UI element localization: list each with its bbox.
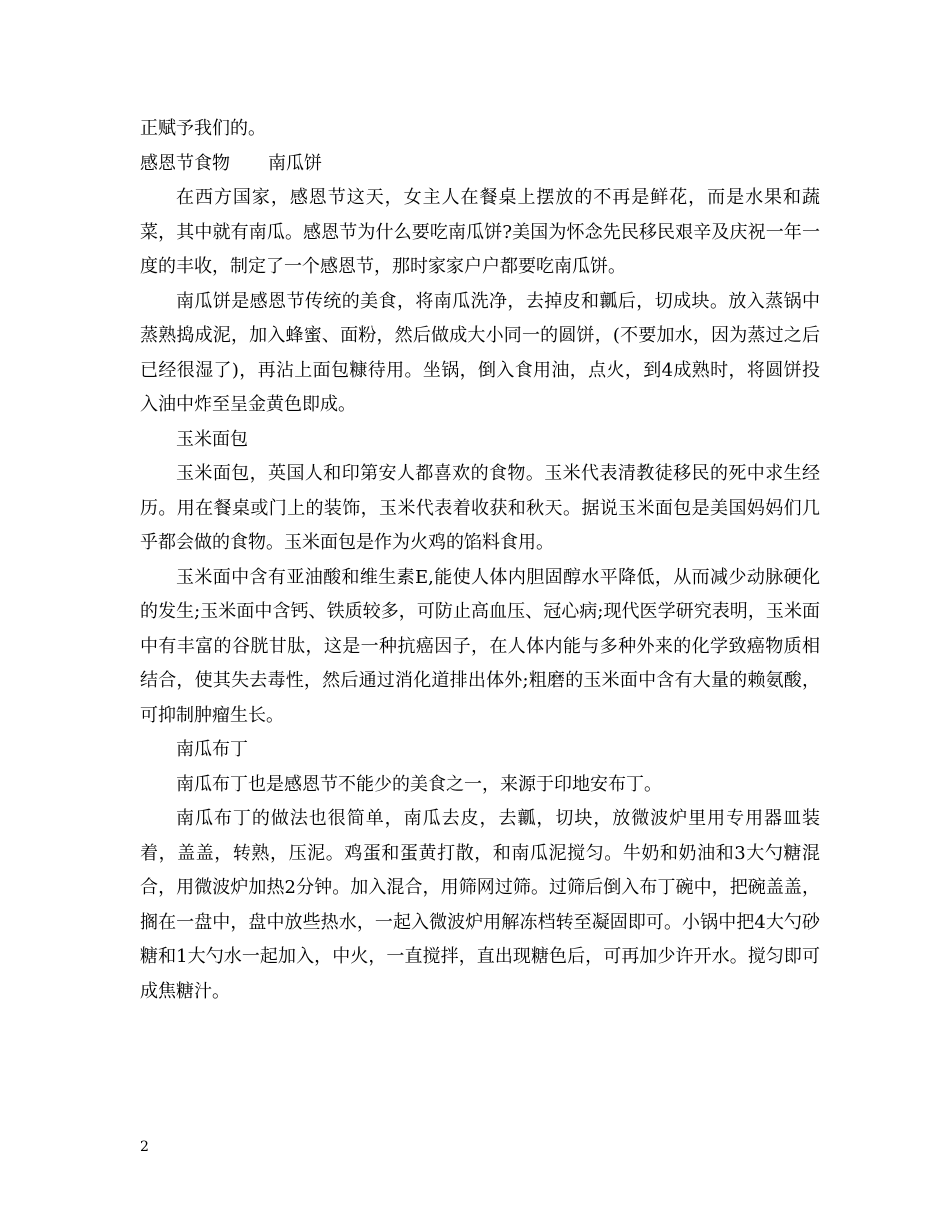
section-heading-pumpkin-pie <box>140 147 820 182</box>
page-number: 2 <box>140 1139 149 1155</box>
paragraph-cornmeal-nutrition: 玉米面中含有亚油酸和维生素E,能使人体内胆固醇水平降低，从而减少动脉硬化的发生;玉米面中含钙、铁质较多，可防止高血压、冠心病;现代医学研究表明，玉米面中有丰富的谷胱甘肽，这是一种抗癌因子，在人体内能与多种外来的化学致癌物质相结合，使其失去毒性，然后通过消化道排出体外;粗磨的玉米面中含有大量的赖氨酸，可抑制肿瘤生长。 <box>140 566 820 726</box>
paragraph-pumpkin-pie-intro: 在西方国家，感恩节这天，女主人在餐桌上摆放的不再是鲜花，而是水果和蔬菜，其中就有南瓜。感恩节为什么要吃南瓜饼?美国为怀念先民移民艰辛及庆祝一年一度的丰收，制定了一个感恩节，那时家家户户都要吃南瓜饼。 <box>140 187 820 277</box>
paragraph-pumpkin-pudding-intro: 南瓜布丁也是感恩节不能少的美食之一，来源于印地安布丁。 <box>176 773 662 795</box>
heading-category: 感恩节食物 <box>140 152 230 174</box>
section-heading-pumpkin-pudding: 南瓜布丁 <box>176 739 248 760</box>
paragraph-continuation: 正赋予我们的。 <box>140 118 266 139</box>
paragraph-pumpkin-pudding-recipe: 南瓜布丁的做法也很简单，南瓜去皮，去瓤，切块，放微波炉里用专用器皿装着，盖盖，转熟，压泥。鸡蛋和蛋黄打散，和南瓜泥搅匀。牛奶和奶油和3大勺糖混合，用微波炉加热2分钟。加入混合，用筛网过筛。过筛后倒入布丁碗中，把碗盖盖，搁在一盘中，盘中放些热水，一起入微波炉用解冻档转至凝固即可。小锅中把4大勺砂糖和1大勺水一起加入，中火，一直搅拌，直出现糖色后，可再加少许开水。搅匀即可成焦糖汁。 <box>140 808 820 1002</box>
section-heading-cornbread: 玉米面包 <box>176 428 248 450</box>
paragraph-cornbread-intro: 玉米面包，英国人和印第安人都喜欢的食物。玉米代表清教徒移民的死中求生经历。用在餐桌或门上的装饰，玉米代表着收获和秋天。据说玉米面包是美国妈妈们几乎都会做的食物。玉米面包是作为火鸡的馅料食用。 <box>140 463 820 553</box>
heading-title: 南瓜饼 <box>268 152 322 174</box>
document-body <box>140 112 820 1009</box>
paragraph-pumpkin-pie-recipe: 南瓜饼是感恩节传统的美食，将南瓜洗净，去掉皮和瓤后，切成块。放入蒸锅中蒸熟捣成泥，加入蜂蜜、面粉，然后做成大小同一的圆饼，(不要加水，因为蒸过之后已经很湿了)，再沾上面包糠待用。坐锅，倒入食用油，点火，到4成熟时，将圆饼投入油中炸至呈金黄色即成。 <box>140 290 820 415</box>
